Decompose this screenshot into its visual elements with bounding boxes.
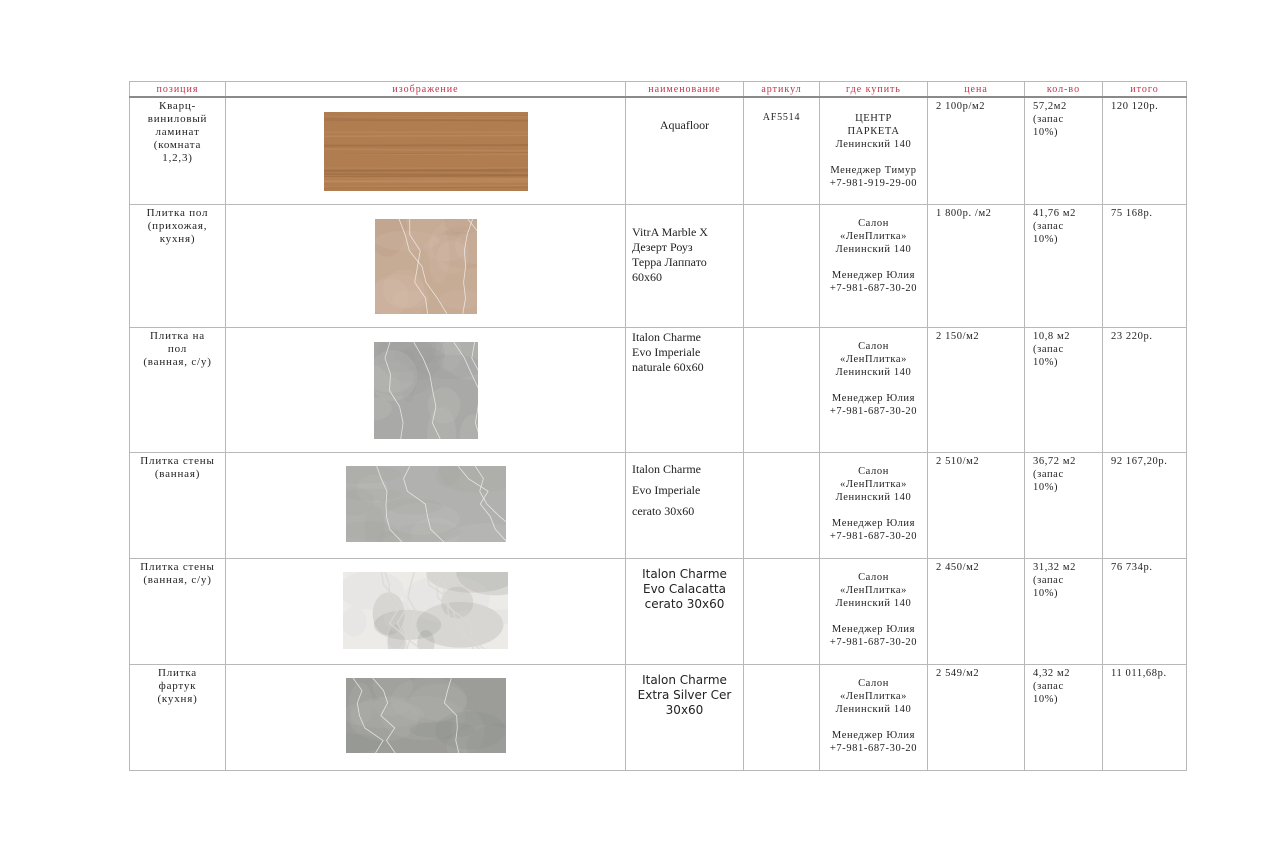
cell-line: Italon Charme bbox=[642, 672, 727, 687]
image-cell bbox=[226, 97, 626, 204]
cell-line bbox=[820, 716, 927, 729]
position-cell bbox=[130, 204, 226, 327]
cell-line: 10%) bbox=[1033, 127, 1059, 138]
cell-line: 10%) bbox=[1033, 587, 1059, 599]
where-cell bbox=[820, 664, 928, 770]
cell-line: Менеджер Юлия bbox=[831, 517, 916, 529]
price-cell bbox=[928, 97, 1025, 204]
position-cell bbox=[130, 97, 226, 204]
cell-line: (запас bbox=[1033, 114, 1064, 125]
tile-image bbox=[346, 678, 506, 753]
cell-line: Менеджер Юлия bbox=[831, 623, 916, 635]
price-value: 2 549/м2 bbox=[936, 667, 980, 679]
total-value: 23 220р. bbox=[1111, 330, 1153, 342]
cell-line: «ЛенПлитка» bbox=[839, 690, 908, 702]
cell-line: 60x60 bbox=[632, 269, 662, 284]
price-cell bbox=[928, 204, 1025, 327]
cell-line: Aquafloor bbox=[659, 118, 710, 132]
total-value: 92 167,20р. bbox=[1111, 455, 1168, 467]
article-cell bbox=[744, 204, 820, 327]
cell-line: Плитка пол bbox=[146, 206, 209, 219]
cell-line: 57,2м2 bbox=[1033, 101, 1067, 112]
cell-line: Ленинский 140 bbox=[835, 139, 912, 150]
cell-line: Салон bbox=[858, 465, 889, 477]
cell-line bbox=[820, 256, 927, 269]
position-cell bbox=[130, 327, 226, 452]
name-cell bbox=[626, 204, 744, 327]
where-cell bbox=[820, 452, 928, 558]
total-cell bbox=[1103, 452, 1187, 558]
total-cell bbox=[1103, 327, 1187, 452]
header-name: наименование bbox=[626, 82, 744, 98]
tile-image bbox=[375, 219, 477, 314]
cell-line bbox=[820, 504, 927, 517]
cell-line: «ЛенПлитка» bbox=[839, 478, 908, 490]
cell-line bbox=[820, 379, 927, 392]
cell-line bbox=[820, 151, 927, 164]
cell-line: 36,72 м2 bbox=[1033, 455, 1076, 467]
cell-line: (запас bbox=[1033, 468, 1064, 480]
total-cell bbox=[1103, 558, 1187, 664]
cell-line: ПАРКЕТА bbox=[847, 126, 900, 137]
cell-line: Менеджер Юлия bbox=[831, 269, 916, 281]
cell-line: Салон bbox=[858, 677, 889, 689]
total-value: 120 120р. bbox=[1111, 101, 1159, 112]
image-cell bbox=[226, 452, 626, 558]
image-cell bbox=[226, 204, 626, 327]
cell-line: 31,32 м2 bbox=[1033, 561, 1076, 573]
article-cell bbox=[744, 664, 820, 770]
article-cell bbox=[744, 97, 820, 204]
material-estimate-table bbox=[129, 81, 1187, 771]
where-cell bbox=[820, 97, 928, 204]
header-position: позиция bbox=[130, 82, 226, 98]
price-value: 2 510/м2 bbox=[936, 455, 980, 467]
cell-line: Ленинский 140 bbox=[835, 243, 912, 255]
image-cell bbox=[226, 558, 626, 664]
cell-line: (прихожая, bbox=[147, 219, 208, 232]
image-cell bbox=[226, 664, 626, 770]
qty-cell bbox=[1025, 97, 1103, 204]
total-value: 75 168р. bbox=[1111, 207, 1153, 219]
table-row bbox=[130, 452, 1187, 558]
price-cell bbox=[928, 327, 1025, 452]
position-cell bbox=[130, 664, 226, 770]
total-value: 76 734р. bbox=[1111, 561, 1153, 573]
cell-line: +7-981-687-30-20 bbox=[829, 405, 918, 417]
price-cell bbox=[928, 558, 1025, 664]
header-image: изображение bbox=[226, 82, 626, 98]
cell-line: Ленинский 140 bbox=[835, 491, 912, 503]
total-cell bbox=[1103, 204, 1187, 327]
cell-line: «ЛенПлитка» bbox=[839, 353, 908, 365]
tile-image bbox=[346, 466, 506, 542]
price-cell bbox=[928, 664, 1025, 770]
table-row bbox=[130, 558, 1187, 664]
cell-line: 4,32 м2 bbox=[1033, 667, 1071, 679]
cell-line: ЦЕНТР bbox=[855, 113, 892, 124]
cell-line: +7-981-919-29-00 bbox=[829, 178, 918, 189]
name-cell bbox=[626, 558, 744, 664]
cell-line: naturale 60x60 bbox=[632, 359, 704, 374]
cell-line: Italon Charme bbox=[632, 461, 701, 476]
cell-line: Плитка стены bbox=[140, 454, 215, 467]
cell-line: +7-981-687-30-20 bbox=[829, 530, 918, 542]
name-cell bbox=[626, 327, 744, 452]
cell-line: 10%) bbox=[1033, 481, 1059, 493]
cell-line: Extra Silver Cer bbox=[637, 687, 732, 702]
header-where: где купить bbox=[820, 82, 928, 98]
table-row bbox=[130, 204, 1187, 327]
cell-line: Ленинский 140 bbox=[835, 703, 912, 715]
cell-line: виниловый bbox=[147, 113, 208, 125]
table-row bbox=[130, 97, 1187, 204]
qty-cell bbox=[1025, 664, 1103, 770]
cell-line: фартук bbox=[158, 679, 197, 692]
cell-line: (ванная, с/у) bbox=[143, 355, 212, 368]
name-cell bbox=[626, 97, 744, 204]
qty-cell bbox=[1025, 558, 1103, 664]
qty-cell bbox=[1025, 204, 1103, 327]
cell-line: Ленинский 140 bbox=[835, 366, 912, 378]
cell-line: Салон bbox=[858, 571, 889, 583]
table-row bbox=[130, 327, 1187, 452]
cell-line: 30x60 bbox=[665, 702, 704, 717]
cell-line: cerato 30x60 bbox=[632, 503, 695, 518]
cell-line: кухня) bbox=[159, 232, 196, 245]
cell-line: Кварц- bbox=[158, 100, 197, 112]
cell-line: Дезерт Роуз bbox=[632, 239, 693, 254]
tile-image bbox=[374, 342, 478, 439]
position-cell bbox=[130, 452, 226, 558]
cell-line: (запас bbox=[1033, 680, 1064, 692]
cell-line: VitrA Marble X bbox=[632, 224, 708, 239]
cell-line: cerato 30x60 bbox=[644, 596, 725, 611]
price-value: 1 800р. /м2 bbox=[936, 207, 992, 219]
name-cell bbox=[626, 452, 744, 558]
cell-line: «ЛенПлитка» bbox=[839, 584, 908, 596]
where-cell bbox=[820, 558, 928, 664]
name-cell bbox=[626, 664, 744, 770]
cell-line: Салон bbox=[858, 340, 889, 352]
header-total: итого bbox=[1103, 82, 1187, 98]
cell-line: +7-981-687-30-20 bbox=[829, 282, 918, 294]
cell-line: 10%) bbox=[1033, 233, 1059, 245]
cell-line: Менеджер Юлия bbox=[831, 729, 916, 741]
header-row bbox=[130, 82, 1187, 98]
cell-line: (ванная, с/у) bbox=[143, 573, 212, 586]
price-value: 2 150/м2 bbox=[936, 330, 980, 342]
tile-image bbox=[343, 572, 508, 649]
qty-cell bbox=[1025, 327, 1103, 452]
header-qty: кол-во bbox=[1025, 82, 1103, 98]
cell-line: Плитка на bbox=[150, 329, 205, 342]
where-cell bbox=[820, 327, 928, 452]
cell-line: Терра Лаппато bbox=[632, 254, 707, 269]
cell-line: 41,76 м2 bbox=[1033, 207, 1076, 219]
table-row bbox=[130, 664, 1187, 770]
cell-line: 1,2,3) bbox=[162, 152, 193, 164]
price-value: 2 100р/м2 bbox=[936, 101, 986, 112]
tile-image bbox=[324, 112, 528, 191]
cell-line: Italon Charme bbox=[642, 566, 727, 581]
cell-line: 10%) bbox=[1033, 693, 1059, 705]
cell-line: «ЛенПлитка» bbox=[839, 230, 908, 242]
total-cell bbox=[1103, 97, 1187, 204]
cell-line: Салон bbox=[858, 217, 889, 229]
cell-line: Менеджер Юлия bbox=[831, 392, 916, 404]
cell-line bbox=[820, 610, 927, 623]
cell-line: +7-981-687-30-20 bbox=[829, 636, 918, 648]
cell-line: ламинат bbox=[155, 126, 200, 138]
cell-line: Evo Imperiale bbox=[632, 482, 701, 497]
header-price: цена bbox=[928, 82, 1025, 98]
total-cell bbox=[1103, 664, 1187, 770]
where-cell bbox=[820, 204, 928, 327]
cell-line: (ванная) bbox=[154, 467, 201, 480]
article-value: AF5514 bbox=[762, 112, 801, 123]
cell-line: (комната bbox=[153, 139, 202, 151]
cell-line: Менеджер Тимур bbox=[830, 165, 917, 176]
cell-line: Italon Charme bbox=[632, 329, 701, 344]
price-cell bbox=[928, 452, 1025, 558]
cell-line: пол bbox=[167, 342, 188, 355]
cell-line: (запас bbox=[1033, 220, 1064, 232]
image-cell bbox=[226, 327, 626, 452]
cell-line: Плитка bbox=[158, 666, 197, 679]
total-value: 11 011,68р. bbox=[1111, 667, 1167, 679]
cell-line: Evo Calacatta bbox=[643, 581, 726, 596]
qty-cell bbox=[1025, 452, 1103, 558]
header-article: артикул bbox=[744, 82, 820, 98]
cell-line: (запас bbox=[1033, 574, 1064, 586]
cell-line: +7-981-687-30-20 bbox=[829, 742, 918, 754]
cell-line: (кухня) bbox=[157, 692, 198, 705]
cell-line: Evo Imperiale bbox=[632, 344, 701, 359]
cell-line: Плитка стены bbox=[140, 560, 215, 573]
price-value: 2 450/м2 bbox=[936, 561, 980, 573]
article-cell bbox=[744, 452, 820, 558]
cell-line: 10%) bbox=[1033, 356, 1059, 368]
article-cell bbox=[744, 558, 820, 664]
cell-line: Ленинский 140 bbox=[835, 597, 912, 609]
cell-line: (запас bbox=[1033, 343, 1064, 355]
cell-line: 10,8 м2 bbox=[1033, 330, 1071, 342]
position-cell bbox=[130, 558, 226, 664]
article-cell bbox=[744, 327, 820, 452]
